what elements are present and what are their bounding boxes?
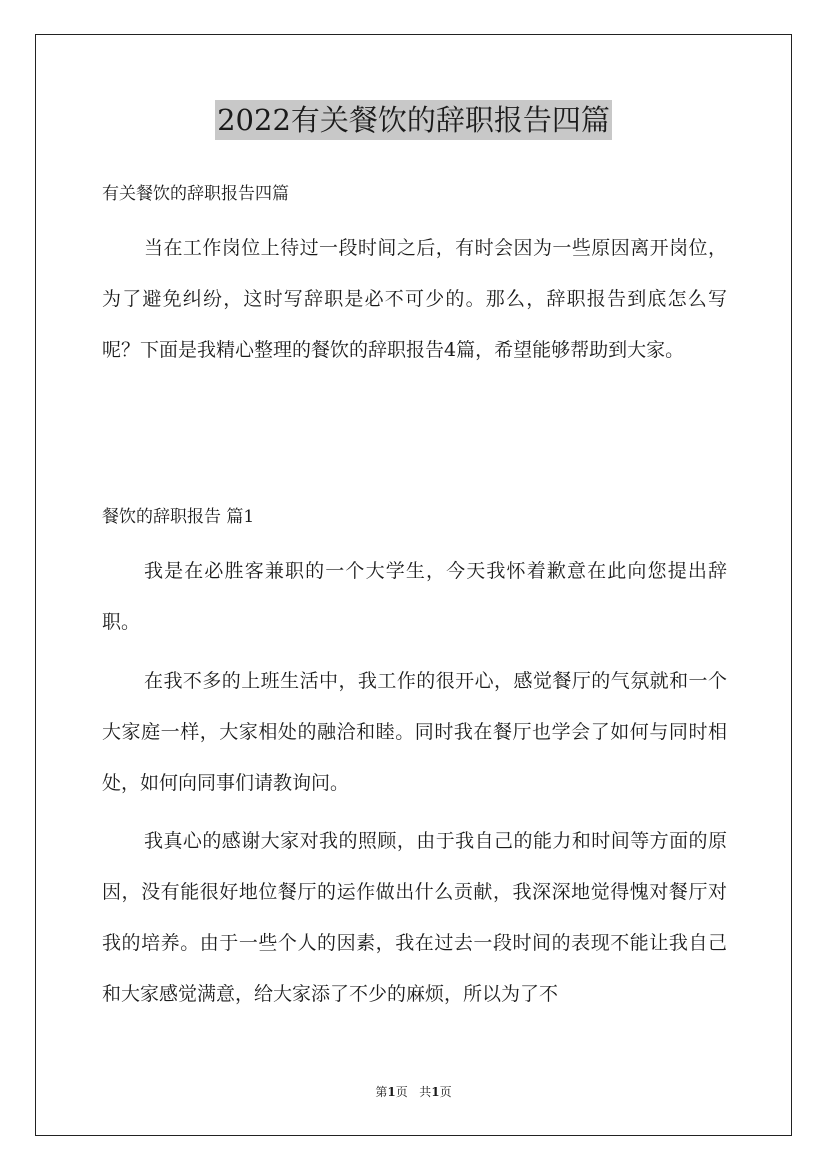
intro-paragraph: 当在工作岗位上待过一段时间之后，有时会因为一些原因离开岗位，为了避免纠纷，这时写辞职是必不可少的。那么，辞职报告到底怎么写呢？下面是我精心整理的餐饮的辞职报告4篇，希望能够帮助到大家。 xyxy=(102,237,727,361)
document-title xyxy=(0,100,827,140)
body-paragraph-3: 我真心的感谢大家对我的照顾，由于我自己的能力和时间等方面的原因，没有能很好地位餐厅的运作做出什么贡献，我深深地觉得愧对餐厅对我的培养。由于一些个人的因素，我在过去一段时间的表现不能让我自己和大家感觉满意，给大家添了不少的麻烦，所以为了不 xyxy=(102,830,727,1005)
total-prefix: 共 xyxy=(419,1085,432,1099)
page-prefix: 第 xyxy=(375,1085,388,1099)
body-paragraph-1: 我是在必胜客兼职的一个大学生，今天我怀着歉意在此向您提出辞职。 xyxy=(102,560,727,633)
body-paragraph-2: 在我不多的上班生活中，我工作的很开心，感觉餐厅的气氛就和一个大家庭一样，大家相处的融洽和睦。同时我在餐厅也学会了如何与同时相处，如何向同事们请教询问。 xyxy=(102,670,727,794)
total-suffix: 页 xyxy=(439,1085,452,1099)
document-title-text: 2022有关餐饮的辞职报告四篇 xyxy=(215,100,612,140)
section-heading: 餐饮的辞职报告 篇1 xyxy=(102,507,255,527)
total-pages: 1 xyxy=(431,1085,440,1099)
document-subtitle: 有关餐饮的辞职报告四篇 xyxy=(102,184,289,204)
page-suffix: 页 xyxy=(395,1085,408,1099)
page-number: 1 xyxy=(387,1085,396,1099)
page-footer xyxy=(0,1084,827,1100)
